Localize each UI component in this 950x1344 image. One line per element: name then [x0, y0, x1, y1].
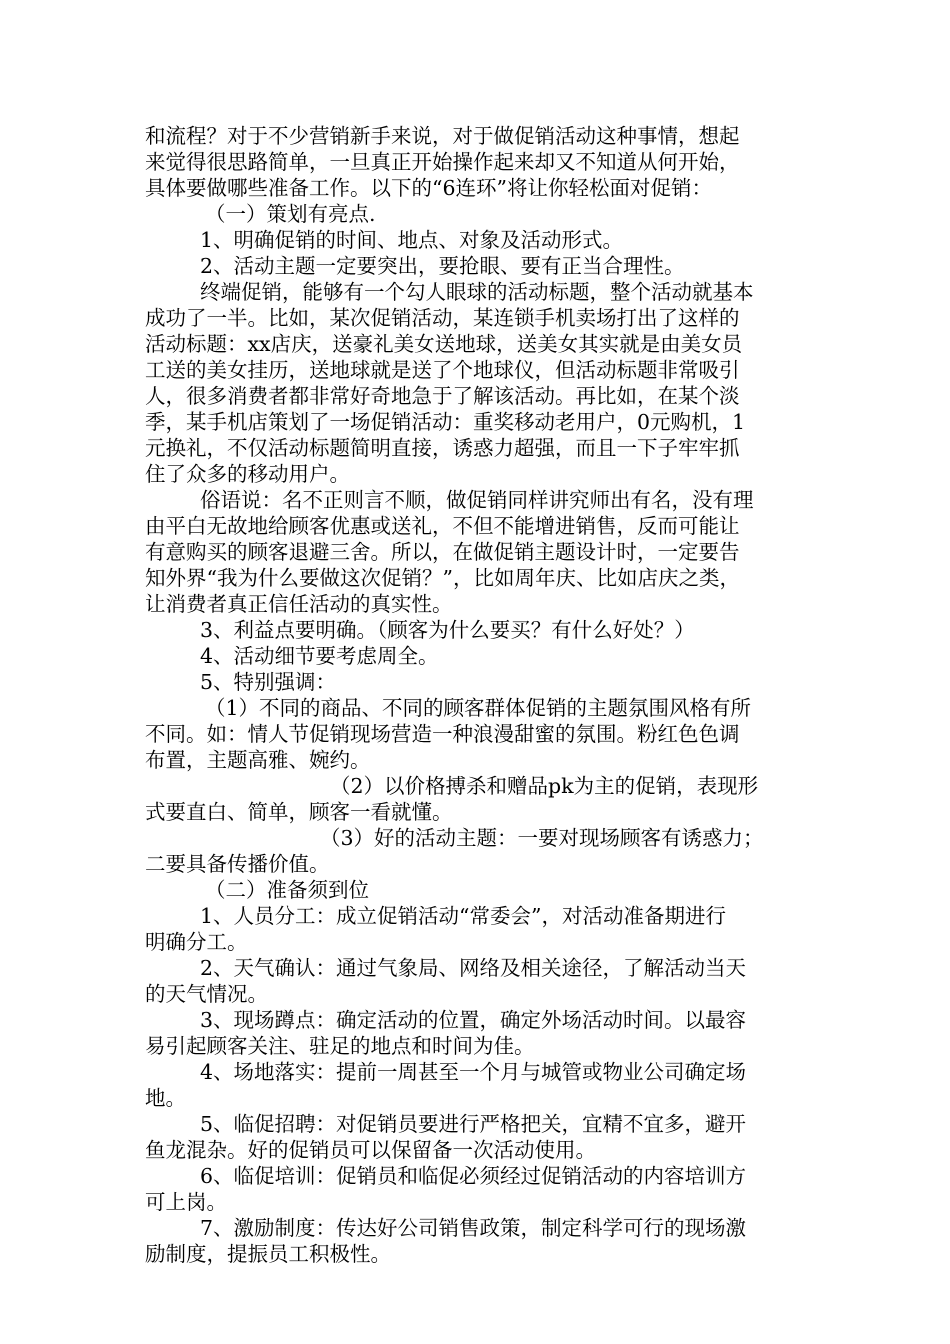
section-heading: （二）准备须到位: [205, 878, 369, 902]
text-line: 3、现场蹲点：确定活动的位置，确定外场活动时间。以最容: [200, 1008, 747, 1032]
text-line: 元换礼，不仅活动标题简明直接，诱惑力超强，而且一下子牢牢抓: [145, 436, 740, 460]
text-line: 不同。如：情人节促销现场营造一种浪漫甜蜜的氛围。粉红色色调: [145, 722, 740, 746]
text-line: 可上岗。: [145, 1190, 227, 1214]
text-line: 有意购买的顾客退避三舍。所以，在做促销主题设计时，一定要告: [145, 540, 740, 564]
text-line: 1、明确促销的时间、地点、对象及活动形式。: [200, 228, 624, 252]
text-line: 2、活动主题一定要突出，要抢眼、要有正当合理性。: [200, 254, 685, 278]
text-line: 4、活动细节要考虑周全。: [200, 644, 439, 668]
text-line: 励制度，提振员工积极性。: [145, 1242, 391, 1266]
section-heading: （一）策划有亮点.: [205, 202, 376, 226]
text-line: 的天气情况。: [145, 982, 268, 1006]
text-line: 地。: [145, 1086, 186, 1110]
text-line: 活动标题：xx店庆，送豪礼美女送地球，送美女其实就是由美女员: [145, 332, 743, 356]
text-line: 具体要做哪些准备工作。以下的“6连环”将让你轻松面对促销：: [145, 176, 713, 200]
text-line: （3）好的活动主题：一要对现场顾客有诱惑力；: [320, 826, 764, 850]
text-line: 知外界“我为什么要做这次促销？”，比如周年庆、比如店庆之类，: [145, 566, 740, 590]
text-line: 季，某手机店策划了一场促销活动：重奖移动老用户，0元购机，1: [145, 410, 746, 434]
text-line: 和流程？对于不少营销新手来说，对于做促销活动这种事情，想起: [145, 124, 740, 148]
text-line: 鱼龙混杂。好的促销员可以保留备一次活动使用。: [145, 1138, 596, 1162]
text-line: 人，很多消费者都非常好奇地急于了解该活动。再比如，在某个淡: [145, 384, 740, 408]
text-line: 1、人员分工：成立促销活动“常委会”，对活动准备期进行: [200, 904, 727, 928]
text-line: 4、场地落实：提前一周甚至一个月与城管或物业公司确定场: [200, 1060, 747, 1084]
text-line: 二要具备传播价值。: [145, 852, 330, 876]
text-line: 工送的美女挂历，送地球就是送了个地球仪，但活动标题非常吸引: [145, 358, 740, 382]
text-line: 来觉得很思路简单，一旦真正开始操作起来却又不知道从何开始，: [145, 150, 740, 174]
text-line: （1）不同的商品、不同的顾客群体促销的主题氛围风格有所: [205, 696, 752, 720]
text-line: 7、激励制度：传达好公司销售政策，制定科学可行的现场激: [200, 1216, 747, 1240]
text-line: 5、特别强调：: [200, 670, 337, 694]
text-line: （2）以价格搏杀和赠品pk为主的促销，表现形: [330, 774, 759, 798]
text-line: 6、临促培训：促销员和临促必须经过促销活动的内容培训方: [200, 1164, 747, 1188]
text-line: 明确分工。: [145, 930, 248, 954]
text-line: 3、利益点要明确。（顾客为什么要买？有什么好处？）: [200, 618, 695, 642]
text-line: 终端促销，能够有一个勾人眼球的活动标题，整个活动就基本: [200, 280, 754, 304]
text-line: 让消费者真正信任活动的真实性。: [145, 592, 453, 616]
text-line: 式要直白、简单，顾客一看就懂。: [145, 800, 453, 824]
text-line: 易引起顾客关注、驻足的地点和时间为佳。: [145, 1034, 535, 1058]
text-line: 俗语说：名不正则言不顺，做促销同样讲究师出有名，没有理: [200, 488, 754, 512]
text-line: 2、天气确认：通过气象局、网络及相关途径，了解活动当天: [200, 956, 747, 980]
text-line: 由平白无故地给顾客优惠或送礼，不但不能增进销售，反而可能让: [145, 514, 740, 538]
text-line: 布置，主题高雅、婉约。: [145, 748, 371, 772]
text-line: 5、临促招聘：对促销员要进行严格把关，宜精不宜多，避开: [200, 1112, 747, 1136]
text-line: 成功了一半。比如，某次促销活动，某连锁手机卖场打出了这样的: [145, 306, 740, 330]
text-line: 住了众多的移动用户。: [145, 462, 350, 486]
